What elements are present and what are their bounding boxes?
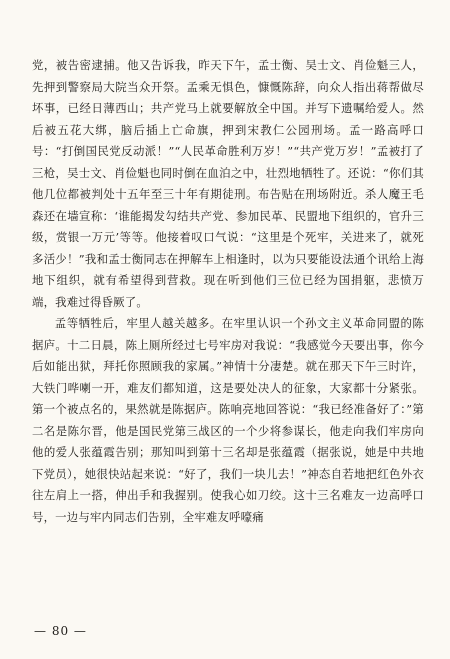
paragraph-2: 孟等牺牲后，牢里人越关越多。在牢里认识一个孙文主义革命同盟的陈据庐。十二日晨，陈上厕所经过七号牢房对我说：“我感觉今天要出事，你今后如能出狱，拜托你照顾我的家属。”神情十分凄楚。就在那天下午三时许，大铁门哗喇一开，难友们都知道，这是要处决人的征象，大家都十分紧张。第一个被点名的，果然就是陈据庐。陈响亮地回答说：“我已经准备好了：”第二名是陈尔晋，他是国民党第三战区的一个少将参谋长，他走向我们牢房向他的爱人张蕴霞告别；那知叫到第十三名却是张蕴霞（据张说，她是中共地下党员），她很快站起来说：“好了，我们一块儿去！”神态自若地把红色外衣往左肩上一搭，伸出手和我握别。使我心如刀绞。这十三名难友一边高呼口号，一边与牢内同志们告别，全牢难友呼嚎痛 (32, 316, 424, 524)
page-number: — 80 — (34, 624, 87, 638)
paragraph-1: 党，被告密逮捕。他又告诉我，昨天下午，孟士衡、吴士文、肖俭魁三人，先押到警察局大院当众开祭。孟乘无惧色，慷慨陈辞，向众人指出蒋帮做尽坏事，已经日薄西山；共产党马上就要解放全中国。并写下遗嘱给爱人。然后被五花大绑，脑后插上亡命旗，押到宋教仁公园刑场。孟一路高呼口号：“打倒国民党反动派！”“人民革命胜利万岁！”“共产党万岁！”孟被打了三枪，吴士文、肖俭魁也同时倒在血泊之中，壮烈地牺牲了。还说：“你们其他几位都被判处十五年至三十年有期徒刑。布告贴在刑场附近。杀人魔王毛森还在墙宣称：‘谁能揭发勾结共产党、参加民革、民盟地下组织的，官升三级，赏银一万元’等等。他接着叹口气说：“这里是个死牢，关进来了，就死多活少！”我和孟士衡同志在押解车上相逢时，以为只要能设法通个讯给上海地下组织，就有希望得到营救。现在听到他们三位已经为国捐躯，悲愤万端，我难过得昏厥了。 (32, 58, 424, 309)
body-text (32, 55, 424, 528)
